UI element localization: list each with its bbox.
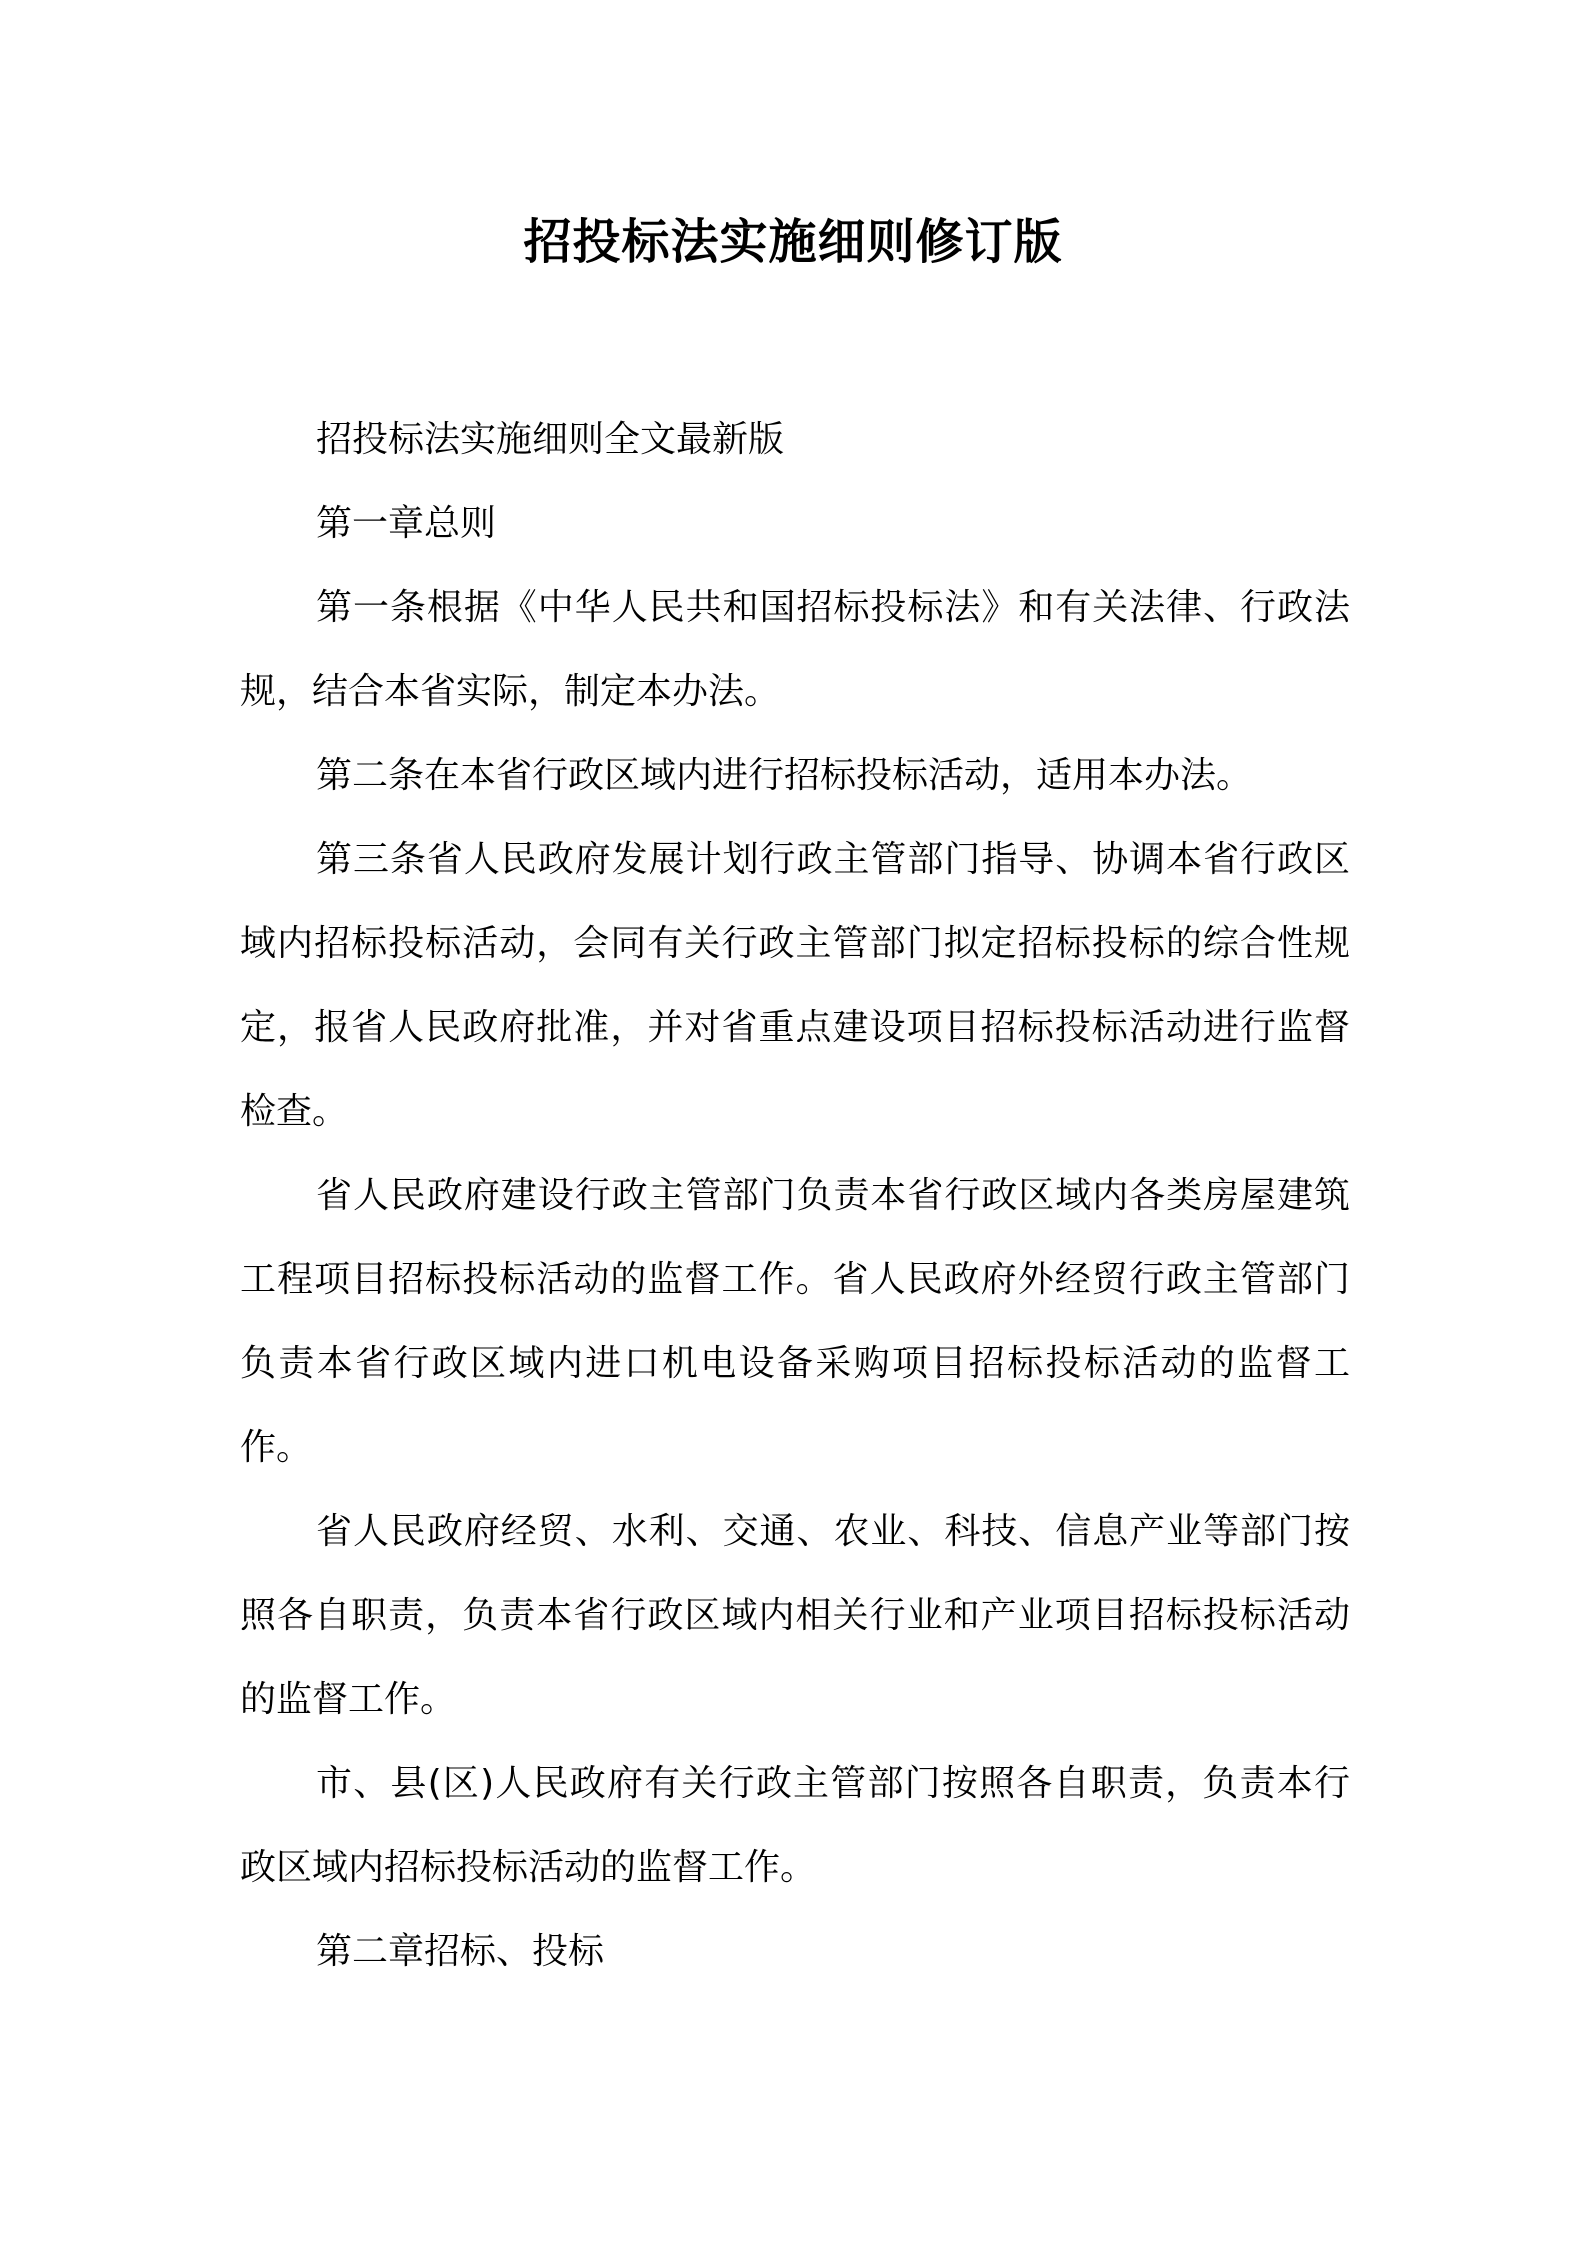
paragraph-article-3: 第三条省人民政府发展计划行政主管部门指导、协调本省行政区域内招标投标活动，会同有关行政主管部门拟定招标投标的综合性规定，报省人民政府批准，并对省重点建设项目招标投标活动进行监督检查。: [240, 839, 1350, 1132]
paragraph-chapter-1-heading: 第一章总则: [316, 503, 497, 544]
paragraph-construction-dept: 省人民政府建设行政主管部门负责本省行政区域内各类房屋建筑工程项目招标投标活动的监督工作。省人民政府外经贸行政主管部门负责本省行政区域内进口机电设备采购项目招标投标活动的监督工作。: [240, 1175, 1350, 1468]
paragraph-chapter-2-heading: 第二章招标、投标: [316, 1931, 605, 1972]
paragraph-city-county: 市、县(区)人民政府有关行政主管部门按照各自职责，负责本行政区域内招标投标活动的监督工作。: [240, 1763, 1350, 1888]
paragraph-article-2: 第二条在本省行政区域内进行招标投标活动，适用本办法。: [316, 755, 1253, 796]
paragraph-subtitle: 招投标法实施细则全文最新版: [316, 419, 785, 460]
document-title: 招投标法实施细则修订版: [523, 214, 1063, 270]
paragraph-other-depts: 省人民政府经贸、水利、交通、农业、科技、信息产业等部门按照各自职责，负责本省行政区域内相关行业和产业项目招标投标活动的监督工作。: [240, 1511, 1350, 1720]
document-body: [240, 398, 1350, 1994]
paragraph-article-1: 第一条根据《中华人民共和国招标投标法》和有关法律、行政法规，结合本省实际，制定本办法。: [240, 587, 1350, 712]
